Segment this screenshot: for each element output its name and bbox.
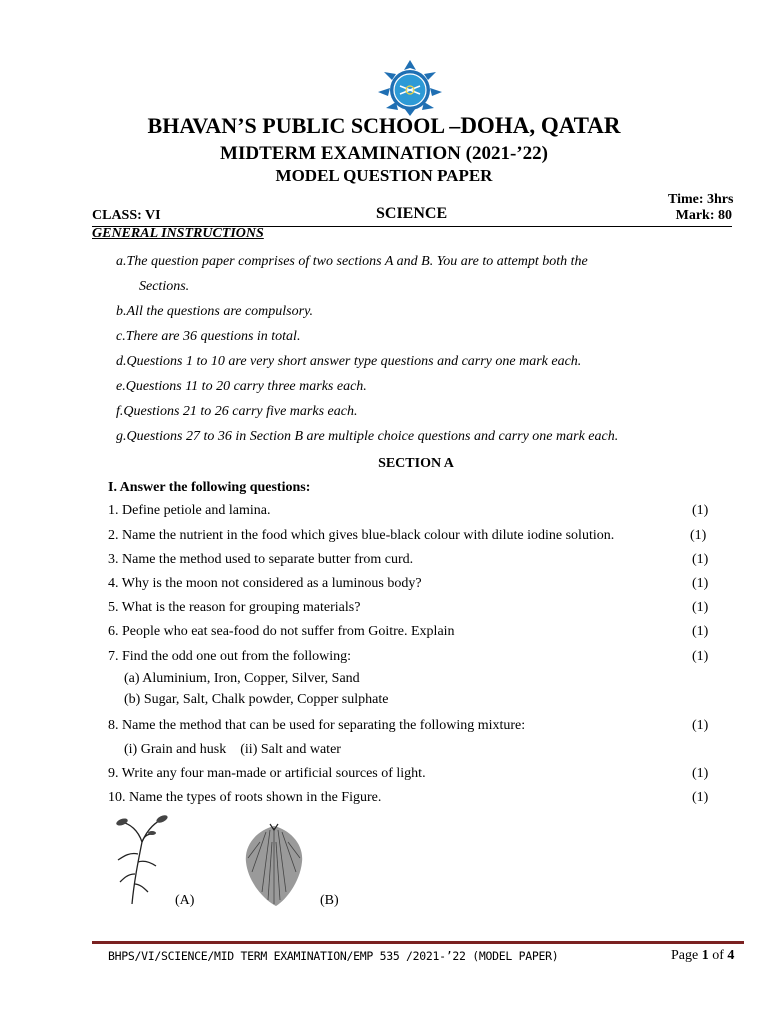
section-heading: I. Answer the following questions: [108, 480, 311, 495]
school-name-part1: BHAVAN’S PUBLIC SCHOOL – [147, 113, 461, 138]
section-title: SECTION A [378, 456, 454, 471]
instructions-title: GENERAL INSTRUCTIONS [92, 226, 264, 241]
question-10: 10. Name the types of roots shown in the Figure. [108, 790, 382, 805]
marks-label: Mark: 80 [675, 208, 732, 223]
page-label: Page [671, 948, 702, 963]
question-9: 9. Write any four man-made or artificial sources of light. [108, 766, 426, 781]
exam-title: MIDTERM EXAMINATION (2021-’22) [220, 143, 548, 164]
question-6-mark: (1) [692, 624, 709, 639]
question-1: 1. Define petiole and lamina. [108, 503, 271, 518]
question-8-mark: (1) [692, 718, 709, 733]
tap-root-figure [108, 812, 172, 908]
instruction-d: d.Questions 1 to 10 are very short answer type questions and carry one mark each. [116, 354, 582, 369]
footer-rule [92, 941, 744, 944]
school-logo [376, 58, 444, 118]
question-7-mark: (1) [692, 649, 709, 664]
instruction-a-cont: Sections. [139, 279, 190, 294]
time-label: Time: 3hrs [668, 192, 734, 207]
instruction-c: c.There are 36 questions in total. [116, 329, 301, 344]
page-number [671, 948, 734, 964]
subject-label: SCIENCE [376, 205, 448, 222]
figure-a-label: (A) [175, 893, 195, 908]
figure-b-label: (B) [320, 893, 339, 908]
school-name-part2: DOHA, QATAR [460, 113, 621, 138]
class-label: CLASS: VI [92, 208, 161, 223]
question-5: 5. What is the reason for grouping materials? [108, 600, 361, 615]
question-8-options: (i) Grain and husk (ii) Salt and water [124, 742, 341, 757]
question-3: 3. Name the method used to separate butter from curd. [108, 552, 414, 567]
question-5-mark: (1) [692, 600, 709, 615]
question-3-mark: (1) [692, 552, 709, 567]
class-subject-line [92, 206, 732, 227]
question-7: 7. Find the odd one out from the following: [108, 649, 352, 664]
question-4: 4. Why is the moon not considered as a luminous body? [108, 576, 422, 591]
question-7-option-a: (a) Aluminium, Iron, Copper, Silver, Sand [124, 671, 360, 686]
question-6: 6. People who eat sea-food do not suffer from Goitre. Explain [108, 624, 455, 639]
question-2-mark: (1) [690, 528, 707, 543]
instruction-g: g.Questions 27 to 36 in Section B are multiple choice questions and carry one mark each. [116, 429, 619, 444]
question-2: 2. Name the nutrient in the food which gives blue-black colour with dilute iodine solution. [108, 528, 615, 543]
footer-code: BHPS/VI/SCIENCE/MID TERM EXAMINATION/EMP 535 /2021-’22 (MODEL PAPER) [108, 949, 559, 963]
paper-title: MODEL QUESTION PAPER [275, 166, 493, 185]
question-7-option-b: (b) Sugar, Salt, Chalk powder, Copper sulphate [124, 692, 389, 707]
instruction-b: b.All the questions are compulsory. [116, 304, 314, 319]
instruction-e: e.Questions 11 to 20 carry three marks each. [116, 379, 367, 394]
school-name [0, 113, 768, 139]
question-1-mark: (1) [692, 503, 709, 518]
fibrous-root-figure [240, 822, 308, 908]
question-8: 8. Name the method that can be used for separating the following mixture: [108, 718, 526, 733]
page-total: 4 [727, 948, 735, 963]
page-current: 1 [701, 948, 709, 963]
question-9-mark: (1) [692, 766, 709, 781]
question-4-mark: (1) [692, 576, 709, 591]
instruction-a: a.The question paper comprises of two sections A and B. You are to attempt both the [116, 254, 588, 269]
instruction-f: f.Questions 21 to 26 carry five marks each. [116, 404, 358, 419]
question-10-mark: (1) [692, 790, 709, 805]
page-of: of [708, 948, 728, 963]
